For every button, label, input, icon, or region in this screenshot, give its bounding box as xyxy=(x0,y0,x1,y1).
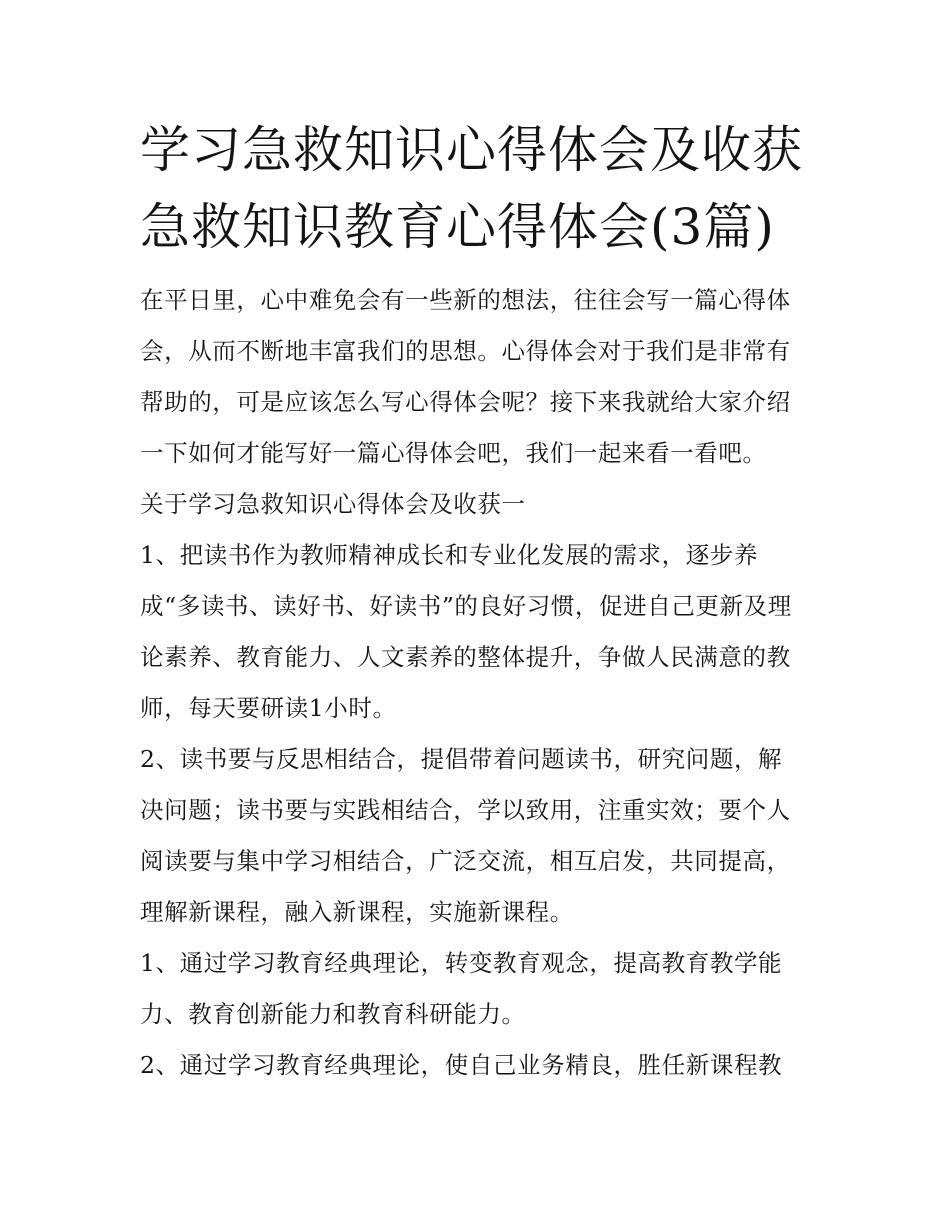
paragraph-line: 成“多读书、读好书、好读书”的良好习惯，促进自己更新及理 xyxy=(140,592,792,620)
intro-paragraph-line: 在平日里，心中难免会有一些新的想法，往往会写一篇心得体 xyxy=(140,286,791,314)
title-line: 学习急救知识心得体会及收获 xyxy=(140,121,803,179)
paragraph-line: 决问题；读书要与实践相结合，学以致用，注重实效；要个人 xyxy=(140,796,791,824)
intro-paragraph-line: 一下如何才能写好一篇心得体会吧，我们一起来看一看吧。 xyxy=(140,439,767,467)
section-heading: 关于学习急救知识心得体会及收获一 xyxy=(140,490,526,518)
paragraph-line: 2、通过学习教育经典理论，使自己业务精良，胜任新课程教 xyxy=(140,1051,783,1079)
document-body xyxy=(140,275,820,1091)
title-line: 急救知识教育心得体会(3篇) xyxy=(140,198,775,256)
paragraph-line: 2、读书要与反思相结合，提倡带着问题读书，研究问题，解 xyxy=(140,745,783,773)
intro-paragraph-line: 会，从而不断地丰富我们的思想。心得体会对于我们是非常有 xyxy=(140,337,791,365)
paragraph-line: 1、把读书作为教师精神成长和专业化发展的需求，逐步养 xyxy=(140,541,759,569)
paragraph-line: 阅读要与集中学习相结合，广泛交流，相互启发，共同提高， xyxy=(140,847,791,875)
intro-paragraph-line: 帮助的，可是应该怎么写心得体会呢？接下来我就给大家介绍 xyxy=(140,388,791,416)
paragraph-line: 1、通过学习教育经典理论，转变教育观念，提高教育教学能 xyxy=(140,949,783,977)
document-title xyxy=(140,112,840,266)
paragraph-line: 理解新课程，融入新课程，实施新课程。 xyxy=(140,898,574,926)
paragraph-line: 论素养、教育能力、人文素养的整体提升，争做人民满意的教 xyxy=(140,643,791,671)
paragraph-line: 力、教育创新能力和教育科研能力。 xyxy=(140,1000,526,1028)
paragraph-line: 师，每天要研读1小时。 xyxy=(140,694,397,722)
